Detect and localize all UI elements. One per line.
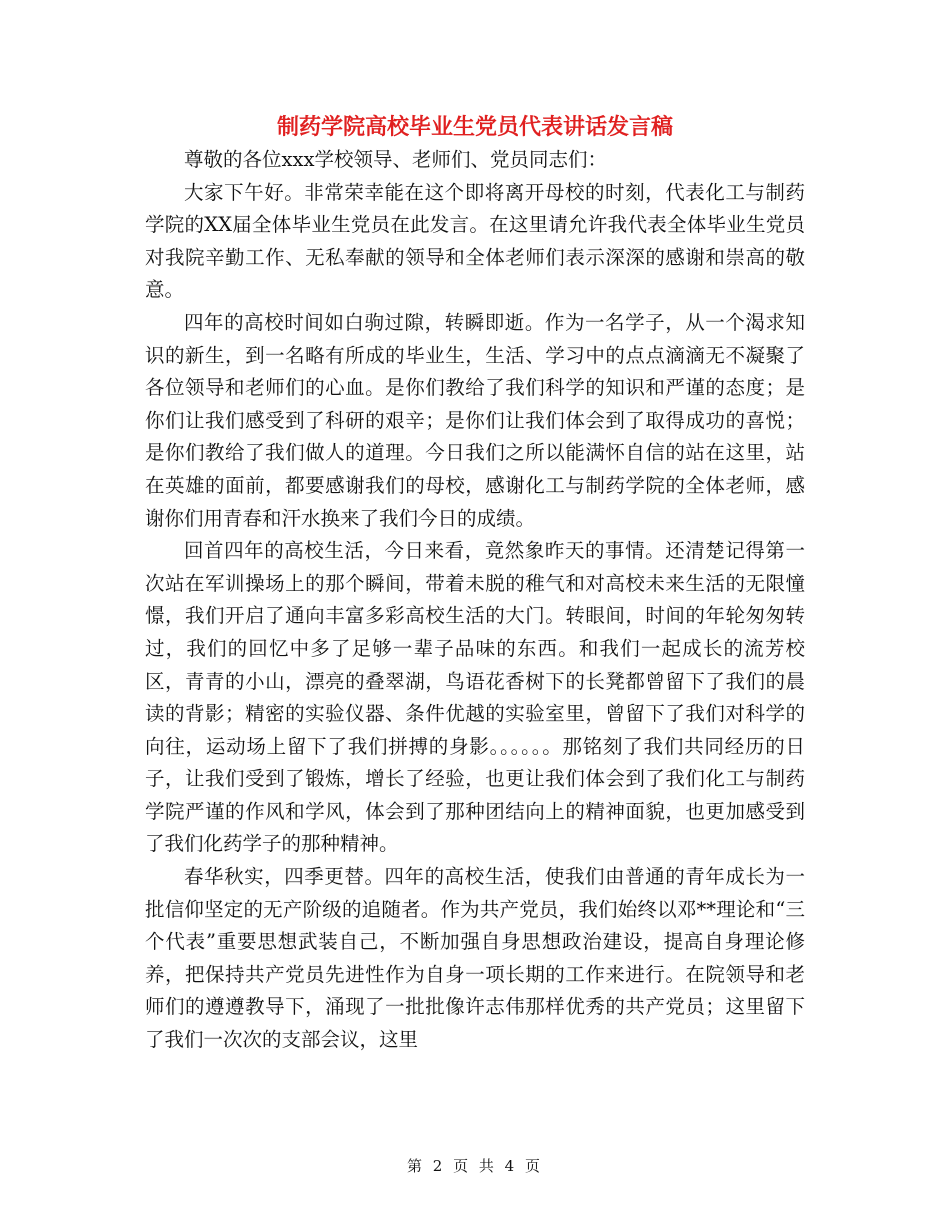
page-number-footer: 第 2 页 共 4 页 — [407, 1157, 543, 1175]
paragraph-party-members: 春华秋实，四季更替。四年的高校生活，使我们由普通的青年成长为一批信仰坚定的无产阶级的追随者。作为共产党员，我们始终以邓**理论和“三个代表”重要思想武装自己，不断加强自身思想政治建设，提高自身理论修养，把保持共产党员先进性作为自身一项长期的工作来进行。在院领导和老师们的遵遵教导下，涌现了一批批像许志伟那样优秀的共产党员；这里留下了我们一次次的支部会议，这里 — [145, 865, 805, 1052]
document-title: 制药学院高校毕业生党员代表讲话发言稿 — [276, 114, 673, 140]
paragraph-greeting: 大家下午好。非常荣幸能在这个即将离开母校的时刻，代表化工与制药学院的XX届全体毕业生党员在此发言。在这里请允许我代表全体毕业生党员对我院辛勤工作、无私奉献的领导和全体老师们表示深深的感谢和崇高的敬意。 — [145, 180, 805, 302]
document-body — [145, 144, 805, 1057]
paragraph-memories: 回首四年的高校生活，今日来看，竟然象昨天的事情。还清楚记得第一次站在军训操场上的那个瞬间，带着未脱的稚气和对高校未来生活的无限憧憬，我们开启了通向丰富多彩高校生活的大门。转眼间，时间的年轮匆匆转过，我们的回忆中多了足够一辈子品味的东西。和我们一起成长的流芳校区，青青的小山，漂亮的叠翠湖，鸟语花香树下的长凳都曾留下了我们的晨读的背影；精密的实验仪器、条件优越的实验室里，曾留下了我们对科学的向往，运动场上留下了我们拼搏的身影。。。。。。那铭刻了我们共同经历的日子，让我们受到了锻炼，增长了经验，也更让我们体会到了我们化工与制药学院严谨的作风和学风，体会到了那种团结向上的精神面貌，也更加感受到了我们化药学子的那种精神。 — [145, 539, 805, 856]
paragraph-salutation: 尊敬的各位xxx学校领导、老师们、党员同志们： — [184, 148, 607, 171]
paragraph-four-years: 四年的高校时间如白驹过隙，转瞬即逝。作为一名学子，从一个渴求知识的新生，到一名略有所成的毕业生，生活、学习中的点点滴滴无不凝聚了各位领导和老师们的心血。是你们教给了我们科学的知识和严谨的态度；是你们让我们感受到了科研的艰辛；是你们让我们体会到了取得成功的喜悦；是你们教给了我们做人的道理。今日我们之所以能满怀自信的站在这里，站在英雄的面前，都要感谢我们的母校，感谢化工与制药学院的全体老师，感谢你们用青春和汗水换来了我们今日的成绩。 — [145, 310, 805, 530]
